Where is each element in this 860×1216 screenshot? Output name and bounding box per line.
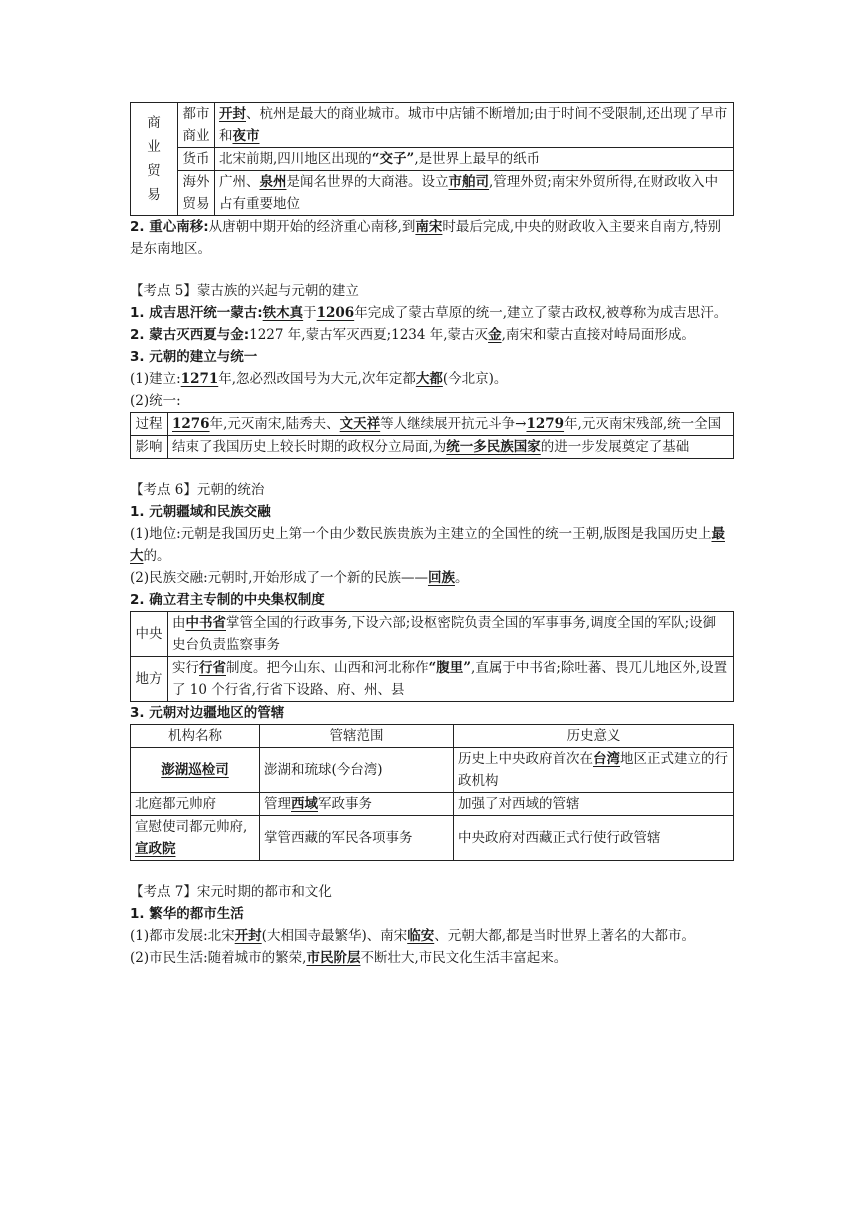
text: 宣慰使司都元帅府, [135, 819, 248, 835]
heading-kd5-3: 3. 元朝的建立与统一 [130, 349, 258, 365]
text: 制度。把今山东、山西和河北称作 [226, 660, 429, 676]
text: ,南宋和蒙古直接对峙局面形成。 [501, 327, 695, 343]
row-label-central: 中央 [131, 612, 168, 657]
heading-kd6-2: 2. 确立君主专制的中央集权制度 [130, 592, 325, 608]
row-content-impact [168, 436, 734, 459]
border-admin-table [130, 724, 734, 861]
text: (1)地位:元朝是我国历史上第一个由少数民族贵族为主建立的全国性的统一王朝,版图是我国历史上 [130, 526, 712, 542]
row-content-central [168, 612, 734, 657]
text: 从唐朝中期开始的经济重心南移,到 [208, 219, 416, 235]
paragraph-kd5-1 [130, 302, 734, 324]
column-header-significance: 历史意义 [454, 725, 734, 748]
text: (今北京)。 [442, 371, 508, 387]
text: 广州、 [219, 174, 260, 190]
keyword: 泉州 [259, 174, 287, 190]
text: 年完成了蒙古草原的统一,建立了蒙古政权,被尊称为成吉思汗。 [354, 305, 728, 321]
column-header-institution: 机构名称 [131, 725, 260, 748]
paragraph-shift-south [130, 216, 734, 260]
text: 历史上中央政府首次在 [458, 751, 593, 767]
keyword: 开封 [234, 928, 262, 944]
section-title-kd6: 【考点 6】元朝的统治 [130, 482, 265, 498]
row-content-process [168, 413, 734, 436]
text: (大相国寺最繁华)、南宋 [261, 928, 408, 944]
row-label-process: 过程 [131, 413, 168, 436]
keyword: 市民阶层 [306, 950, 361, 966]
text: 军政事务 [318, 796, 372, 812]
keyword: 西域 [291, 796, 318, 812]
text: (2)市民生活:随着城市的繁荣, [130, 950, 307, 966]
keyword: “腹里” [428, 660, 472, 676]
heading-kd7-1: 1. 繁华的都市生活 [130, 906, 244, 922]
keyword: 金 [488, 327, 502, 343]
text: (1)都市发展:北宋 [130, 928, 235, 944]
central-local-table [130, 611, 734, 702]
row-label-impact: 影响 [131, 436, 168, 459]
heading-kd6-1: 1. 元朝疆域和民族交融 [130, 504, 271, 520]
keyword: 宣政院 [135, 841, 176, 857]
text: ,直属于中书省;除吐蕃、畏兀儿地区外,设置了 10 个行省,行省下设路、府、州、县 [172, 660, 728, 698]
paragraph-kd7-citizens [130, 947, 734, 969]
text: 的进一步发展奠定了基础 [540, 439, 690, 455]
text: 于 [303, 305, 317, 321]
paragraph-kd7-cities [130, 925, 734, 947]
keyword: 台湾 [593, 751, 620, 767]
text: 的。 [143, 548, 171, 564]
text: 1227 年,蒙古军灭西夏;1234 年,蒙古灭 [249, 327, 489, 343]
column-header-scope: 管辖范围 [260, 725, 454, 748]
text: 、杭州是最大的商业城市。城市中店铺不断增加;由于时间不受限制,还出现了早市和 [219, 106, 728, 144]
section-title-kd7: 【考点 7】宋元时期的都市和文化 [130, 884, 332, 900]
text: 结束了我国历史上较长时期的政权分立局面,为 [172, 439, 447, 455]
text: 。 [454, 570, 469, 586]
trade-group-text: 商业贸易 [147, 115, 161, 203]
keyword: 临安 [407, 928, 435, 944]
table-cell: 澎湖和琉球(今台湾) [260, 748, 454, 793]
heading: 1. 成吉思汗统一蒙古: [130, 305, 263, 321]
keyword: 1271 [180, 371, 219, 387]
keyword: 回族 [427, 570, 455, 586]
text: ,是世界上最早的纸币 [414, 151, 541, 167]
text: 实行 [172, 660, 199, 676]
text: (1)建立: [130, 371, 181, 387]
text: 时最后完成,中央的财政收入主要来自南方,特别是东南地区。 [130, 219, 722, 257]
text: 是闻名世界的大商港。设立 [286, 174, 449, 190]
heading-kd6-3: 3. 元朝对边疆地区的管辖 [130, 705, 285, 721]
unify-table [130, 412, 734, 459]
table-cell [131, 816, 260, 861]
paragraph-kd5-2 [130, 324, 734, 346]
heading: 2. 蒙古灭西夏与金: [130, 327, 250, 343]
keyword: 澎湖巡检司 [161, 762, 229, 778]
row-content-local [168, 657, 734, 702]
row-label-currency: 货币 [178, 148, 215, 171]
keyword: 大都 [415, 371, 443, 387]
keyword: 行省 [199, 660, 226, 676]
keyword: “交子” [371, 151, 415, 167]
text: (2)民族交融:元朝时,开始形成了一个新的民族—— [130, 570, 428, 586]
text: 年,忽必烈改国号为大元,次年定都 [218, 371, 416, 387]
keyword: 夜市 [232, 128, 260, 144]
keyword: 1279 [526, 416, 565, 432]
paragraph-kd6-status [130, 523, 734, 567]
text: 地区正式建立的行政机构 [458, 751, 728, 789]
table-cell [454, 748, 734, 793]
heading: 2. 重心南移: [130, 219, 209, 235]
text: ,管理外贸;南宋外贸所得,在财政收入中占有重要地位 [219, 174, 719, 212]
keyword: 1206 [316, 305, 355, 321]
text: 年,元灭南宋残部,统一全国 [564, 416, 722, 432]
section-title-kd5: 【考点 5】蒙古族的兴起与元朝的建立 [130, 283, 359, 299]
text: 管理 [264, 796, 291, 812]
text: 掌管全国的行政事务,下设六部;设枢密院负责全国的军事事务,调度全国的军队;设御史台负责监察事务 [172, 615, 717, 653]
keyword: 文天祥 [339, 416, 381, 432]
table-cell [131, 748, 260, 793]
row-label-local: 地方 [131, 657, 168, 702]
text: 由 [172, 615, 186, 631]
paragraph-kd5-establish [130, 368, 734, 390]
trade-table [130, 102, 734, 216]
row-label-foreign-trade: 海外贸易 [178, 171, 215, 216]
row-label-city-commerce: 都市商业 [178, 103, 215, 148]
keyword: 最大 [130, 526, 725, 564]
table-cell: 中央政府对西藏正式行使行政管辖 [454, 816, 734, 861]
keyword: 统一多民族国家 [446, 439, 541, 455]
table-cell [260, 793, 454, 816]
text: 等人继续展开抗元斗争→ [380, 416, 527, 432]
table-cell: 加强了对西域的管辖 [454, 793, 734, 816]
row-content-foreign-trade [215, 171, 734, 216]
keyword: 中书省 [185, 615, 226, 631]
row-content-currency [215, 148, 734, 171]
text: 不断壮大,市民文化生活丰富起来。 [360, 950, 568, 966]
keyword: 1276 [172, 416, 210, 432]
keyword: 南宋 [415, 219, 443, 235]
keyword: 市舶司 [448, 174, 489, 190]
trade-group-label [131, 103, 178, 216]
keyword: 开封 [219, 106, 246, 122]
text: 年,元灭南宋,陆秀夫、 [209, 416, 340, 432]
paragraph-kd6-ethnic [130, 567, 734, 589]
table-cell: 北庭都元帅府 [131, 793, 260, 816]
table-cell: 掌管西藏的军民各项事务 [260, 816, 454, 861]
keyword: 铁木真 [262, 305, 304, 321]
document-page [130, 102, 734, 969]
text: 、元朝大都,都是当时世界上著名的大都市。 [434, 928, 696, 944]
row-content-city-commerce [215, 103, 734, 148]
paragraph-kd5-unify: (2)统一: [130, 393, 181, 409]
text: 北宋前期,四川地区出现的 [219, 151, 372, 167]
